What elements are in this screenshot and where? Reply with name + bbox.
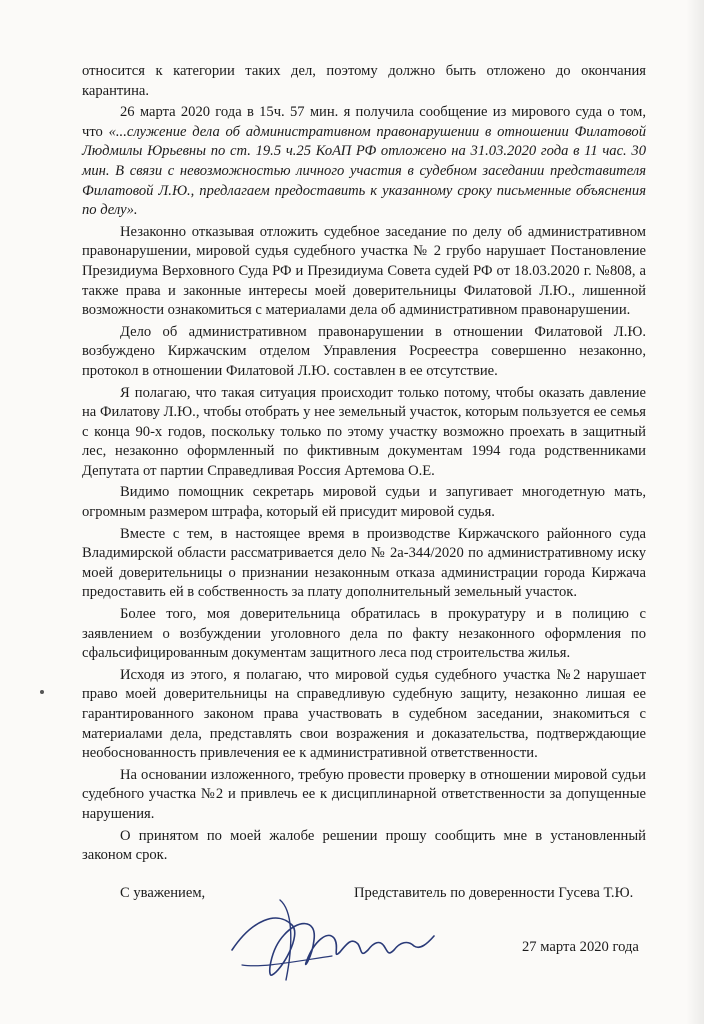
paragraph-pressure: Я полагаю, что такая ситуация происходит только потому, чтобы оказать давление на Филатову Л.Ю., чтобы отобрать у нее земельный участок, которым пользуется ее семья с конца 90-х годов, поскольку только по этому участку возможно проехать в защитный лес, незаконно оформленный по фиктивным документам 1994 года родственниками Депутата от партии Справедливая Россия Артемова О.Е. [82, 384, 646, 479]
paragraph-prosecutor: Более того, моя доверительница обратилась в прокуратуру и в полицию с заявлением о возбуждении уголовного дела по факту незаконного оформления по сфальсифицированным документам защитного леса под строительства жилья. [82, 606, 646, 662]
paragraph-violation: Незаконно отказывая отложить судебное заседание по делу об административном правонарушении, мировой судья судебного участка № 2 грубо нарушает Постановление Президиума Верховного Суда РФ и Президиума Совета судей РФ от 18.03.2020 г. №808, а также права и законные интересы моей доверительницы Филатовой Л.Ю., лишенной возможности ознакомиться с материалами дела об административном правонарушении. [82, 223, 646, 319]
paragraph-case-initiation: Дело об административном правонарушении в отношении Филатовой Л.Ю. возбуждено Киржачским отделом Управления Росреестра совершенно незаконно, протокол в отношении Филатовой Л.Ю. составлен в ее отсутствие. [82, 323, 646, 379]
paragraph-secretary: Видимо помощник секретарь мировой судьи и запугивает многодетную мать, огромным размером штрафа, который ей присудит мировой судья. [82, 484, 646, 521]
document-date: 27 марта 2020 года [522, 938, 639, 955]
closing-block [82, 884, 646, 1004]
paragraph-demand: На основании изложенного, требую провести проверку в отношении мировой судьи судебного участка №2 и привлечь ее к дисциплинарной ответственности за допущенные нарушения. [82, 766, 646, 822]
paragraph-court-message [82, 103, 646, 221]
paragraph-conclusion: Исходя из этого, я полагаю, что мировой судья судебного участка №2 нарушает право моей доверительницы на справедливую судебную защиту, незаконно лишая ее гарантированного законом права участвовать в судебном заседании, знакомиться с материалами дела, представлять свои возражения и доказательства, подтверждающие необоснованность привлечения ее к административной ответственности. [82, 666, 646, 762]
page-edge-shadow [686, 0, 704, 1024]
paragraph-district-court: Вместе с тем, в настоящее время в производстве Киржачского районного суда Владимирской области рассматривается дело № 2а-344/2020 по административному иску моей доверительницы о признании незаконным отказа администрации города Киржача предоставить ей в собственность за плату дополнительный земельный участок. [82, 525, 646, 601]
court-message-intro: 26 марта 2020 года в 15ч. 57 мин. я получила сообщение из мирового суда о том, что [82, 104, 646, 140]
paragraph-request-notice: О принятом по моей жалобе решении прошу сообщить мне в установленный законом срок. [82, 827, 646, 864]
closing-regards: С уважением, [120, 884, 206, 901]
paper-speck [40, 690, 44, 694]
paragraph-continuation: относится к категории таких дел, поэтому должно быть отложено до окончания карантина. [82, 63, 646, 99]
representative-line: Представитель по доверенности Гусева Т.Ю. [354, 884, 634, 901]
court-message-quote: «...служение дела об административном правонарушении в отношении Филатовой Людмилы Юрьевны по ст. 19.5 ч.25 КоАП РФ отложено на 31.03.2020 года в 11 час. 30 мин. В связи с невозможностью личного участия в судебном заседании представителя Филатовой Л.Ю., предлагаем предоставить к указанному сроку письменные объяснения по делу». [82, 123, 646, 219]
